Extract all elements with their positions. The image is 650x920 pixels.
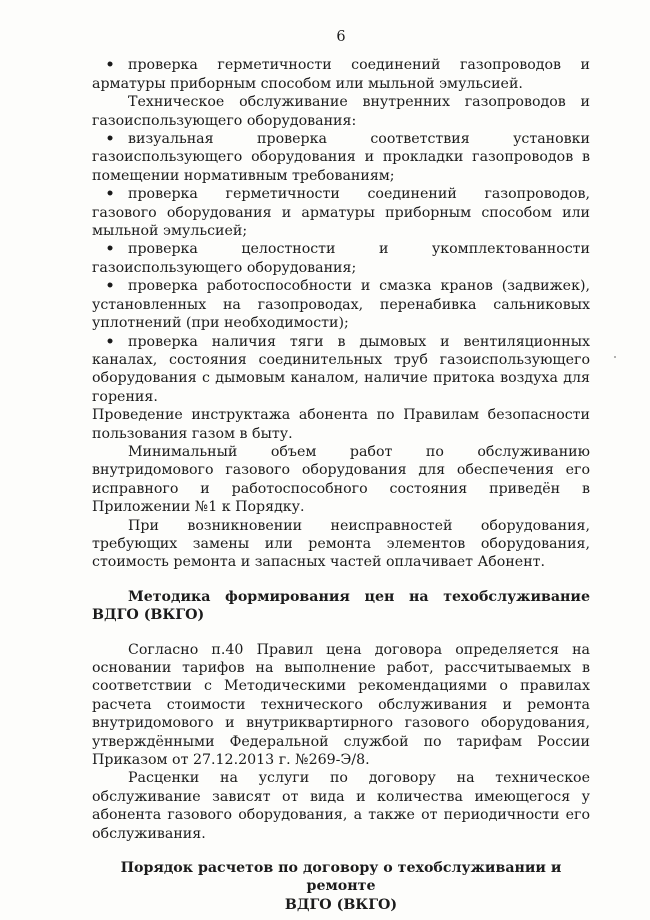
bullet-dot: • xyxy=(105,131,115,148)
bullet-dot: • xyxy=(105,57,115,74)
bullet-text: визуальная проверка соответствия установки xyxy=(128,131,590,148)
bullet-continuation: газоиспользующего оборудования; xyxy=(92,259,357,276)
bullet-item xyxy=(92,240,590,258)
document-page xyxy=(92,28,590,914)
bullet-dot: • xyxy=(105,186,115,203)
page-number: 6 xyxy=(336,29,346,45)
bullet-continuation: установленных на газопроводах, перенабивка сальниковых уплотнений (при необходимости); xyxy=(92,296,590,332)
bullet-continuation: каналах, состояния соединительных труб газоиспользующего оборудования с дымовым каналом, наличие притока воздуха для горения. xyxy=(92,351,590,405)
section-heading xyxy=(92,859,590,914)
section-heading-line: Порядок расчетов по договору о техобслуживании и ремонте xyxy=(120,860,562,895)
paragraph: Согласно п.40 Правил цена договора определяется на основании тарифов на выполнение работ, рассчитываемых в соответствии с Методическими рекомендациями о правилах расчета стоимости технического обслуживания и ремонта внутридомового и внутриквартирного газового оборудования, утверждёнными Федеральной службой по тарифам России Приказом от 27.12.2013 г. №269-Э/8. xyxy=(92,641,590,769)
bullet-dot: • xyxy=(105,241,115,258)
bullet-dot: • xyxy=(105,278,115,295)
bullet-text: проверка герметичности соединений газопроводов и xyxy=(128,57,590,74)
bullet-text: проверка наличия тяги в дымовых и вентиляционных xyxy=(128,333,590,350)
bullet-text: проверка герметичности соединений газопроводов, xyxy=(128,186,590,203)
bullet-item xyxy=(92,56,590,74)
bullet-item xyxy=(92,185,590,203)
bullet-text: проверка работоспособности и смазка кранов (задвижек), xyxy=(128,278,590,295)
paragraph: При возникновении неисправностей оборудования, требующих замены или ремонта элементов оборудования, стоимость ремонта и запасных частей оплачивает Абонент. xyxy=(92,517,590,571)
bullet-continuation: газового оборудования и арматуры приборным способом или мыльной эмульсией; xyxy=(92,204,590,240)
paragraph: Проведение инструктажа абонента по Правилам безопасности пользования газом в быту. xyxy=(92,407,590,442)
section-heading: Методика формирования цен на техобслуживание ВДГО (ВКГО) xyxy=(92,588,590,624)
bullet-continuation: арматуры приборным способом или мыльной эмульсией. xyxy=(92,75,523,92)
bullet-item xyxy=(92,333,590,351)
scan-speck xyxy=(614,356,616,358)
paragraph: Расценки на услуги по договору на техническое обслуживание зависят от вида и количества имеющегося у абонента газового оборудования, а также от периодичности его обслуживания. xyxy=(92,770,590,842)
bullet-continuation: газоиспользующего оборудования и прокладки газопроводов в помещении нормативным требованиям; xyxy=(92,149,590,184)
bullet-dot: • xyxy=(105,333,115,350)
paragraph: Минимальный объем работ по обслуживанию внутридомового газового оборудования для обеспечения его исправного и работоспособного состояния приведён в Приложении №1 к Порядку. xyxy=(92,443,590,516)
paragraph: Техническое обслуживание внутренних газопроводов и газоиспользующего оборудования: xyxy=(92,94,590,129)
bullet-text: проверка целостности и укомплектованности xyxy=(128,241,590,258)
bullet-item xyxy=(92,277,590,295)
section-heading-line: ВДГО (ВКГО) xyxy=(284,896,398,913)
bullet-item xyxy=(92,130,590,148)
